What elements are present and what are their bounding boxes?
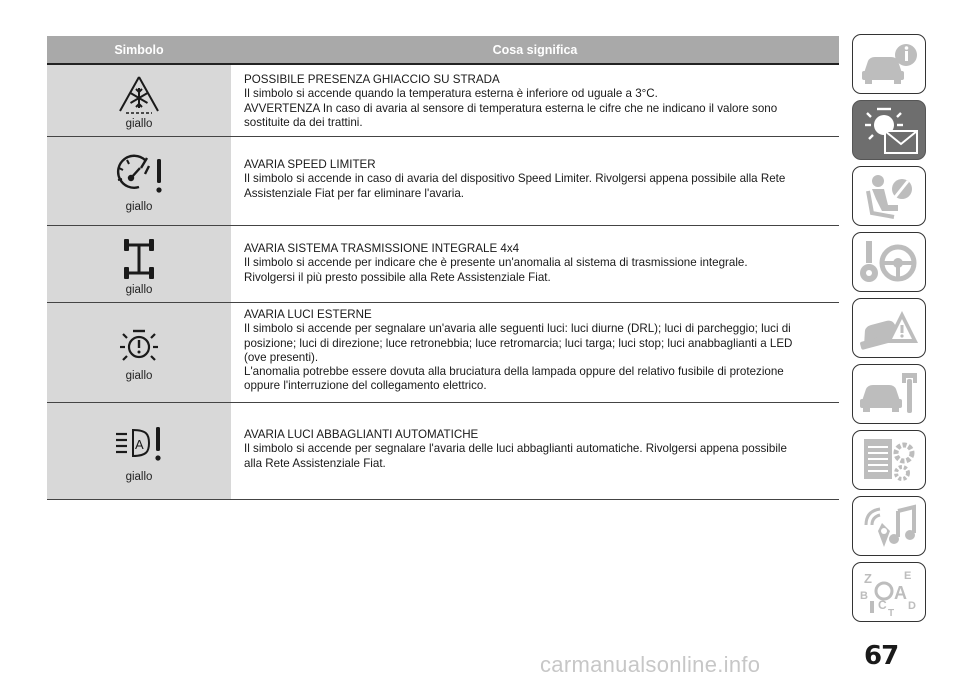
- table-header: [47, 36, 839, 65]
- sidebar-tab-maintenance[interactable]: [852, 364, 926, 424]
- warning-title: AVARIA SPEED LIMITER: [244, 158, 376, 171]
- meaning-cell: [231, 137, 839, 225]
- index-letter: E: [904, 570, 912, 582]
- description-line: posizione; luci di direzione; luce retronebbia; luce retromarcia; luci targa; luci stop; luci anabbaglianti a LED: [244, 336, 793, 350]
- index-letter: D: [908, 600, 916, 612]
- warning-light-message-icon: [857, 105, 921, 155]
- car-maintenance-icon: [858, 369, 920, 419]
- page-number: 67: [864, 641, 899, 671]
- auto-high-beam-failure-icon: [113, 425, 165, 465]
- watermark: carmanualsonline.info: [540, 652, 761, 677]
- index-letter: C: [878, 598, 887, 612]
- table-row: [47, 226, 839, 303]
- 4x4-transmission-icon: [121, 237, 157, 281]
- index-letter: Z: [864, 571, 872, 586]
- car-info-icon: [858, 41, 920, 87]
- table-row: [47, 303, 839, 403]
- svg-text:A: A: [135, 437, 144, 452]
- meaning-cell: [231, 226, 839, 302]
- sidebar-tab-car-info[interactable]: [852, 34, 926, 94]
- speed-limiter-failure-icon: [109, 154, 169, 198]
- description-line: Rivolgersi il più presto possibile alla Rete Assistenziale Fiat.: [244, 270, 551, 284]
- sidebar-tab-technical-data[interactable]: [852, 430, 926, 490]
- technical-data-gears-icon: [858, 435, 920, 485]
- symbol-cell: [47, 303, 231, 402]
- symbol-cell: [47, 65, 231, 136]
- sidebar-tab-warning-lights[interactable]: [852, 100, 926, 160]
- meaning-cell: [231, 303, 839, 402]
- index-letter: A: [894, 583, 907, 603]
- description-line: sostituite da dei trattini.: [244, 115, 363, 129]
- sidebar-tab-starting-driving[interactable]: [852, 232, 926, 292]
- description-line: AVVERTENZA In caso di avaria al sensore di temperatura esterna le cifre che ne indicano il valore sono: [244, 101, 778, 115]
- column-header-symbol: Simbolo: [114, 42, 164, 57]
- multimedia-icon: [858, 501, 920, 551]
- warning-title: AVARIA LUCI ABBAGLIANTI AUTOMATICHE: [244, 428, 479, 441]
- table-row: [47, 137, 839, 226]
- meaning-cell: [231, 403, 839, 499]
- description-line: oppure l'interruzione del collegamento elettrico.: [244, 379, 487, 393]
- warning-title: AVARIA LUCI ESTERNE: [244, 308, 372, 321]
- alphabetical-index-icon: [858, 567, 920, 617]
- meaning-cell: [231, 65, 839, 136]
- seat-airbag-safety-icon: [858, 171, 920, 221]
- index-letter: B: [860, 590, 868, 602]
- description-line: Assistenziale Fiat per far eliminare l'avaria.: [244, 186, 465, 200]
- symbol-color-label: giallo: [125, 118, 153, 130]
- sidebar-tab-index[interactable]: [852, 562, 926, 622]
- description-line: Il simbolo si accende per segnalare un'avaria alle seguenti luci: luci diurne (DRL); luci di parcheggio; luci di: [244, 322, 791, 336]
- table-row: [47, 403, 839, 500]
- chapter-sidebar: [852, 34, 930, 628]
- symbol-color-label: giallo: [125, 471, 153, 483]
- warning-title: AVARIA SISTEMA TRASMISSIONE INTEGRALE 4x4: [244, 242, 520, 255]
- symbol-color-label: giallo: [125, 370, 153, 382]
- index-letter: T: [888, 608, 895, 617]
- description-line: Il simbolo si accende in caso di avaria del dispositivo Speed Limiter. Rivolgersi appena possibile alla Rete: [244, 172, 786, 186]
- sidebar-tab-multimedia[interactable]: [852, 496, 926, 556]
- snowflake-road-ice-icon: [116, 75, 162, 115]
- column-header-meaning: Cosa significa: [492, 42, 578, 57]
- symbol-color-label: giallo: [125, 200, 153, 213]
- description-line: L'anomalia potrebbe essere dovuta alla bruciatura della lampada oppure del relativo fusibile di protezione: [244, 365, 784, 379]
- description-line: alla Rete Assistenziale Fiat.: [244, 456, 386, 470]
- description-line: (ove presenti).: [244, 350, 319, 364]
- symbol-cell: [47, 137, 231, 225]
- warning-title: POSSIBILE PRESENZA GHIACCIO SU STRADA: [244, 73, 500, 86]
- key-steering-wheel-icon: [858, 237, 920, 287]
- sidebar-tab-emergency[interactable]: [852, 298, 926, 358]
- table-row: [47, 65, 839, 137]
- description-line: Il simbolo si accende per segnalare l'avaria delle luci abbaglianti automatiche. Rivolgersi appena possibile: [244, 442, 787, 456]
- description-line: Il simbolo si accende per indicare che è presente un'anomalia al sistema di trasmissione integrale.: [244, 256, 748, 270]
- exterior-lights-failure-icon: [116, 327, 162, 367]
- symbol-color-label: giallo: [125, 283, 153, 296]
- car-emergency-icon: [858, 303, 920, 353]
- symbol-cell: [47, 226, 231, 302]
- symbol-cell: [47, 403, 231, 499]
- warning-lights-table: [47, 36, 839, 500]
- sidebar-tab-safety[interactable]: [852, 166, 926, 226]
- description-line: Il simbolo si accende quando la temperatura esterna è inferiore od uguale a 3°C.: [244, 87, 658, 101]
